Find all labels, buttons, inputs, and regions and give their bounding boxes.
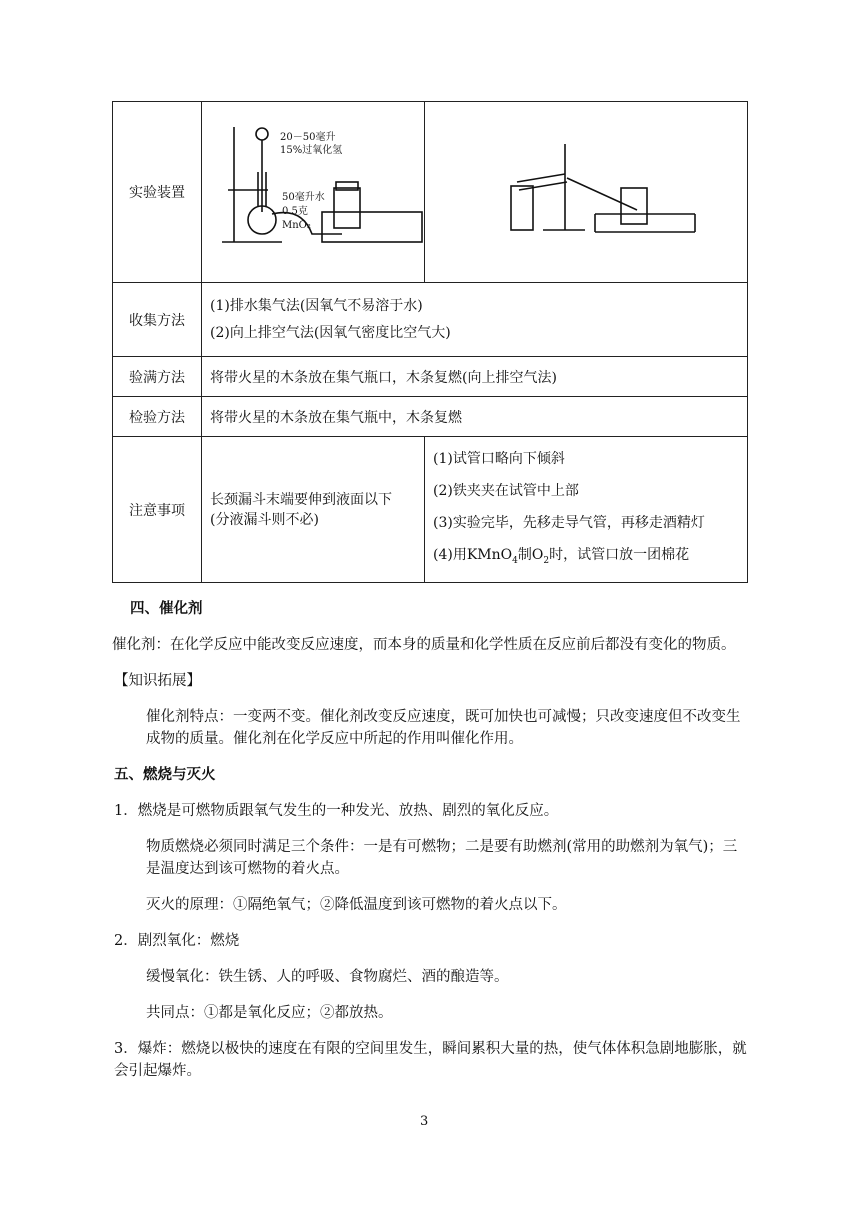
row-label: 收集方法 bbox=[113, 283, 202, 357]
table-row bbox=[113, 357, 748, 397]
notes-left bbox=[202, 437, 425, 583]
paragraph: 1．燃烧是可燃物质跟氧气发生的一种发光、放热、剧烈的氧化反应。 bbox=[114, 803, 559, 819]
apparatus-cell-left bbox=[202, 102, 425, 283]
page-number: 3 bbox=[420, 1114, 429, 1129]
text-line: (分液漏斗则不必) bbox=[210, 511, 319, 528]
paragraph: 2．剧烈氧化：燃烧 bbox=[114, 933, 240, 949]
subscript: 4 bbox=[512, 555, 518, 566]
text-line: (3)实验完毕，先移走导气管，再移走酒精灯 bbox=[433, 514, 705, 531]
paragraph: 物质燃烧必须同时满足三个条件：一是有可燃物；二是要有助燃剂(常用的助燃剂为氧气)；三是温度达到该可燃物的着火点。 bbox=[146, 839, 738, 877]
row-label: 实验装置 bbox=[113, 102, 202, 283]
paragraph: 催化剂特点：一变两不变。催化剂改变反应速度，既可加快也可减慢；只改变速度但不改变生成物的质量。催化剂在化学反应中所起的作用叫催化作用。 bbox=[146, 709, 741, 747]
apparatus-cell-right bbox=[425, 102, 748, 283]
text-span: (4)用KMnO bbox=[433, 546, 513, 563]
text-line: (1)排水集气法(因氧气不易溶于水) bbox=[210, 298, 423, 314]
check-full-method: 将带火星的木条放在集气瓶口，木条复燃(向上排空气法) bbox=[202, 357, 748, 397]
text-line: 长颈漏斗末端要伸到液面以下 bbox=[210, 491, 392, 508]
row-label: 检验方法 bbox=[113, 397, 202, 437]
text-line: (1)试管口略向下倾斜 bbox=[433, 450, 565, 467]
label-mass: 0.5克 bbox=[282, 206, 308, 217]
paragraph: 灭火的原理：①隔绝氧气；②降低温度到该可燃物的着火点以下。 bbox=[146, 897, 567, 913]
collection-methods bbox=[202, 283, 748, 357]
section-heading: 五、燃烧与灭火 bbox=[114, 766, 216, 783]
section-heading: 四、催化剂 bbox=[130, 600, 203, 617]
body-text bbox=[112, 598, 750, 1082]
test-method: 将带火星的木条放在集气瓶中，木条复燃 bbox=[202, 397, 748, 437]
table-row bbox=[113, 283, 748, 357]
table-row bbox=[113, 102, 748, 283]
label-volume: 20－50毫升 bbox=[280, 132, 336, 143]
table-row bbox=[113, 437, 748, 583]
paragraph: 共同点：①都是氧化反应；②都放热。 bbox=[146, 1005, 393, 1021]
text-span: 制O bbox=[517, 546, 544, 563]
text-line: (2)铁夹夹在试管中上部 bbox=[433, 482, 579, 499]
row-label: 验满方法 bbox=[113, 357, 202, 397]
paragraph: 3．爆炸：燃烧以极快的速度在有限的空间里发生，瞬间累积大量的热，使气体体积急剧地膨胀，就会引起爆炸。 bbox=[114, 1041, 747, 1079]
subscript: 2 bbox=[543, 555, 550, 566]
paragraph: 缓慢氧化：铁生锈、人的呼吸、食物腐烂、酒的酿造等。 bbox=[146, 969, 509, 985]
text-line: (2)向上排空气法(因氧气密度比空气大) bbox=[210, 325, 451, 341]
label-mno2: MnO₂ bbox=[282, 220, 311, 231]
row-label: 注意事项 bbox=[113, 437, 202, 583]
table-row bbox=[113, 397, 748, 437]
label-h2o2: 15%过氧化氢 bbox=[280, 145, 343, 156]
experiment-table bbox=[112, 101, 748, 583]
text-span: 时，试管口放一团棉花 bbox=[549, 546, 690, 563]
notes-right bbox=[425, 437, 748, 583]
paragraph: 催化剂：在化学反应中能改变反应速度，而本身的质量和化学性质在反应前后都没有变化的物质。 bbox=[112, 637, 736, 653]
label-water: 50毫升水 bbox=[282, 192, 325, 203]
knowledge-extension-title: 【知识拓展】 bbox=[114, 673, 201, 689]
kmno4-apparatus-figure bbox=[425, 102, 745, 278]
text-line bbox=[433, 546, 739, 570]
h2o2-apparatus-figure bbox=[202, 102, 424, 278]
